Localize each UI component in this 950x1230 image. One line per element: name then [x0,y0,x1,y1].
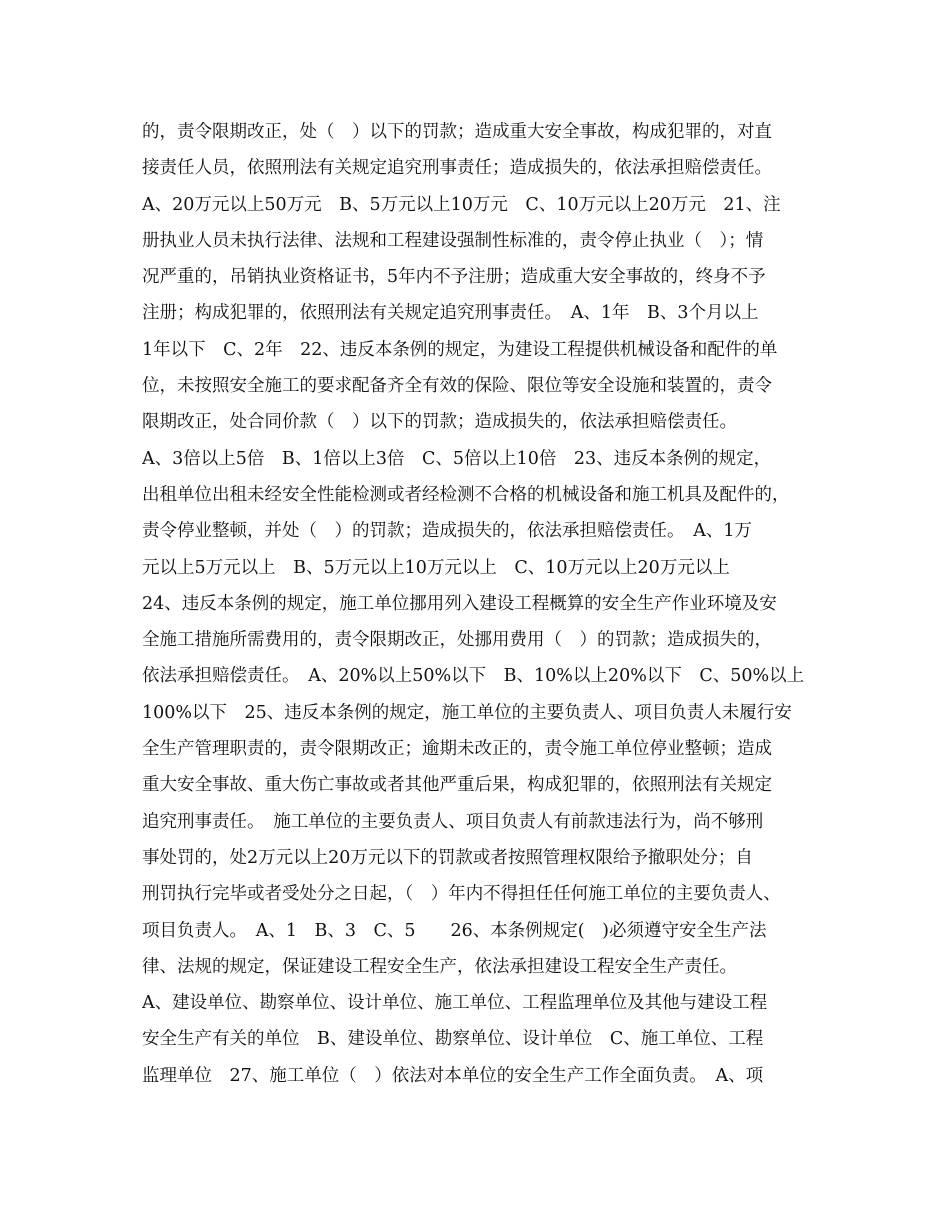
text-line: 依法承担赔偿责任。 A、20%以上50%以下 B、10%以上20%以下 C、50%以上 [142,666,805,687]
text-line: 限期改正，处合同价款（ ）以下的罚款；造成损失的，依法承担赔偿责任。 [142,412,737,433]
text-line: 监理单位 27、施工单位（ ）依法对本单位的安全生产工作全面负责。 A、项 [142,1065,764,1086]
text-line: 安全生产有关的单位 B、建设单位、勘察单位、设计单位 C、施工单位、工程 [142,1029,764,1050]
text-line: 况严重的，吊销执业资格证书，5年内不予注册；造成重大安全事故的，终身不予 [142,267,766,288]
text-line: 全施工措施所需费用的，责令限期改正，处挪用费用（ ）的罚款；造成损失的， [142,630,772,651]
text-line: A、3倍以上5倍 B、1倍以上3倍 C、5倍以上10倍 23、违反本条例的规定， [142,448,772,469]
text-line: 事处罚的，处2万元以上20万元以下的罚款或者按照管理权限给予撤职处分；自 [142,847,753,868]
text-line: 24、违反本条例的规定，施工单位挪用列入建设工程概算的安全生产作业环境及安 [142,593,777,614]
text-line: 的，责令限期改正，处（ ）以下的罚款；造成重大安全事故，构成犯罪的，对直 [142,122,772,142]
body-text [142,114,822,1094]
text-line: 出租单位出租未经安全性能检测或者经检测不合格的机械设备和施工机具及配件的， [142,484,790,505]
text-line: 项目负责人。 A、1 B、3 C、5 26、本条例规定( )必须遵守安全生产法 [142,920,767,941]
text-line: 位，未按照安全施工的要求配备齐全有效的保险、限位等安全设施和装置的，责令 [142,376,772,397]
text-line: 1年以下 C、2年 22、违反本条例的规定，为建设工程提供机械设备和配件的单 [142,339,778,360]
text-line: A、20万元以上50万元 B、5万元以上10万元 C、10万元以上20万元 21、注 [142,194,781,215]
text-line: 接责任人员，依照刑法有关规定追究刑事责任；造成损失的，依法承担赔偿责任。 [142,158,772,179]
text-line: 注册；构成犯罪的，依照刑法有关规定追究刑事责任。 A、1年 B、3个月以上 [142,303,759,324]
text-line: 元以上5万元以上 B、5万元以上10万元以上 C、10万元以上20万元以上 [142,557,730,578]
text-line: A、建设单位、勘察单位、设计单位、施工单位、工程监理单位及其他与建设工程 [142,993,768,1014]
text-line: 追究刑事责任。 施工单位的主要负责人、项目负责人有前款违法行为，尚不够刑 [142,811,764,832]
text-line: 全生产管理职责的，责令限期改正；逾期未改正的，责令施工单位停业整顿；造成 [142,739,772,760]
text-line: 刑罚执行完毕或者受处分之日起，（ ）年内不得担任任何施工单位的主要负责人、 [142,884,781,905]
text-line: 责令停业整顿，并处（ ）的罚款；造成损失的，依法承担赔偿责任。 A、1万 [142,521,753,542]
text-line: 律、法规的规定，保证建设工程安全生产，依法承担建设工程安全生产责任。 [142,956,737,977]
text-line: 重大安全事故、重大伤亡事故或者其他严重后果，构成犯罪的，依照刑法有关规定 [142,775,772,796]
text-line: 册执业人员未执行法律、法规和工程建设强制性标准的，责令停止执业（ ）；情 [142,230,764,251]
text-line: 100%以下 25、违反本条例的规定，施工单位的主要负责人、项目负责人未履行安 [142,702,792,723]
